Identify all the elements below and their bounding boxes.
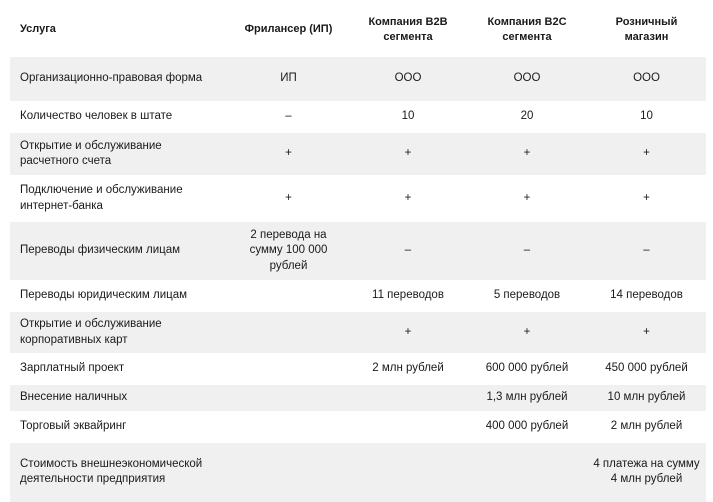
table-row — [10, 103, 706, 132]
service-cell: Организационно-правовая форма — [10, 56, 228, 103]
value-cell: 10 — [587, 103, 706, 132]
value-cell: + — [228, 132, 349, 177]
value-cell — [228, 413, 349, 442]
value-cell: + — [467, 177, 587, 221]
header-freelancer: Фрилансер (ИП) — [228, 5, 349, 56]
table-row — [10, 177, 706, 221]
service-cell: Зарплатный проект — [10, 355, 228, 384]
value-cell — [467, 442, 587, 502]
value-cell: 11 переводов — [349, 282, 467, 311]
value-cell: – — [349, 221, 467, 282]
value-cell: 14 переводов — [587, 282, 706, 311]
value-cell: + — [228, 177, 349, 221]
value-cell: 400 000 рублей — [467, 413, 587, 442]
header-service: Услуга — [10, 5, 228, 56]
service-cell: Переводы юридическим лицам — [10, 282, 228, 311]
value-cell: 2 перевода на сумму 100 000 рублей — [228, 221, 349, 282]
table-row — [10, 282, 706, 311]
value-cell: 600 000 рублей — [467, 355, 587, 384]
value-cell — [228, 355, 349, 384]
table-row — [10, 221, 706, 282]
table-row — [10, 355, 706, 384]
table-row — [10, 56, 706, 103]
value-cell — [228, 384, 349, 413]
value-cell: 5 переводов — [467, 282, 587, 311]
table-row — [10, 413, 706, 442]
value-cell: 2 млн рублей — [587, 413, 706, 442]
value-cell — [349, 442, 467, 502]
header-b2c-company: Компания B2C сегмента — [467, 5, 587, 56]
value-cell: – — [587, 221, 706, 282]
service-cell: Переводы физическим лицам — [10, 221, 228, 282]
header-b2b-company: Компания B2B сегмента — [349, 5, 467, 56]
value-cell: + — [587, 311, 706, 355]
value-cell: 1,3 млн рублей — [467, 384, 587, 413]
value-cell — [228, 442, 349, 502]
value-cell — [349, 413, 467, 442]
service-cell: Открытие и обслуживание корпоративных карт — [10, 311, 228, 355]
table-row — [10, 442, 706, 502]
table-row — [10, 132, 706, 177]
value-cell: + — [467, 311, 587, 355]
service-cell: Торговый эквайринг — [10, 413, 228, 442]
value-cell: + — [349, 177, 467, 221]
value-cell: + — [587, 132, 706, 177]
header-retail-store: Розничный магазин — [587, 5, 706, 56]
value-cell: 450 000 рублей — [587, 355, 706, 384]
value-cell — [349, 384, 467, 413]
value-cell: + — [467, 132, 587, 177]
service-cell: Внесение наличных — [10, 384, 228, 413]
value-cell: 10 — [349, 103, 467, 132]
service-cell: Количество человек в штате — [10, 103, 228, 132]
table-row — [10, 311, 706, 355]
value-cell: ООО — [587, 56, 706, 103]
value-cell: + — [587, 177, 706, 221]
value-cell: + — [349, 311, 467, 355]
value-cell: + — [349, 132, 467, 177]
value-cell: – — [467, 221, 587, 282]
service-cell: Подключение и обслуживание интернет-банка — [10, 177, 228, 221]
value-cell: 20 — [467, 103, 587, 132]
service-cell: Стоимость внешнеэкономической деятельности предприятия — [10, 442, 228, 502]
value-cell: ООО — [467, 56, 587, 103]
value-cell: – — [228, 103, 349, 132]
value-cell: ИП — [228, 56, 349, 103]
service-cell: Открытие и обслуживание расчетного счета — [10, 132, 228, 177]
value-cell — [228, 311, 349, 355]
value-cell — [228, 282, 349, 311]
services-comparison-table — [10, 5, 706, 502]
value-cell: 4 платежа на сумму 4 млн рублей — [587, 442, 706, 502]
value-cell: 10 млн рублей — [587, 384, 706, 413]
table-row — [10, 384, 706, 413]
value-cell: ООО — [349, 56, 467, 103]
value-cell: 2 млн рублей — [349, 355, 467, 384]
table-header-row — [10, 5, 706, 56]
